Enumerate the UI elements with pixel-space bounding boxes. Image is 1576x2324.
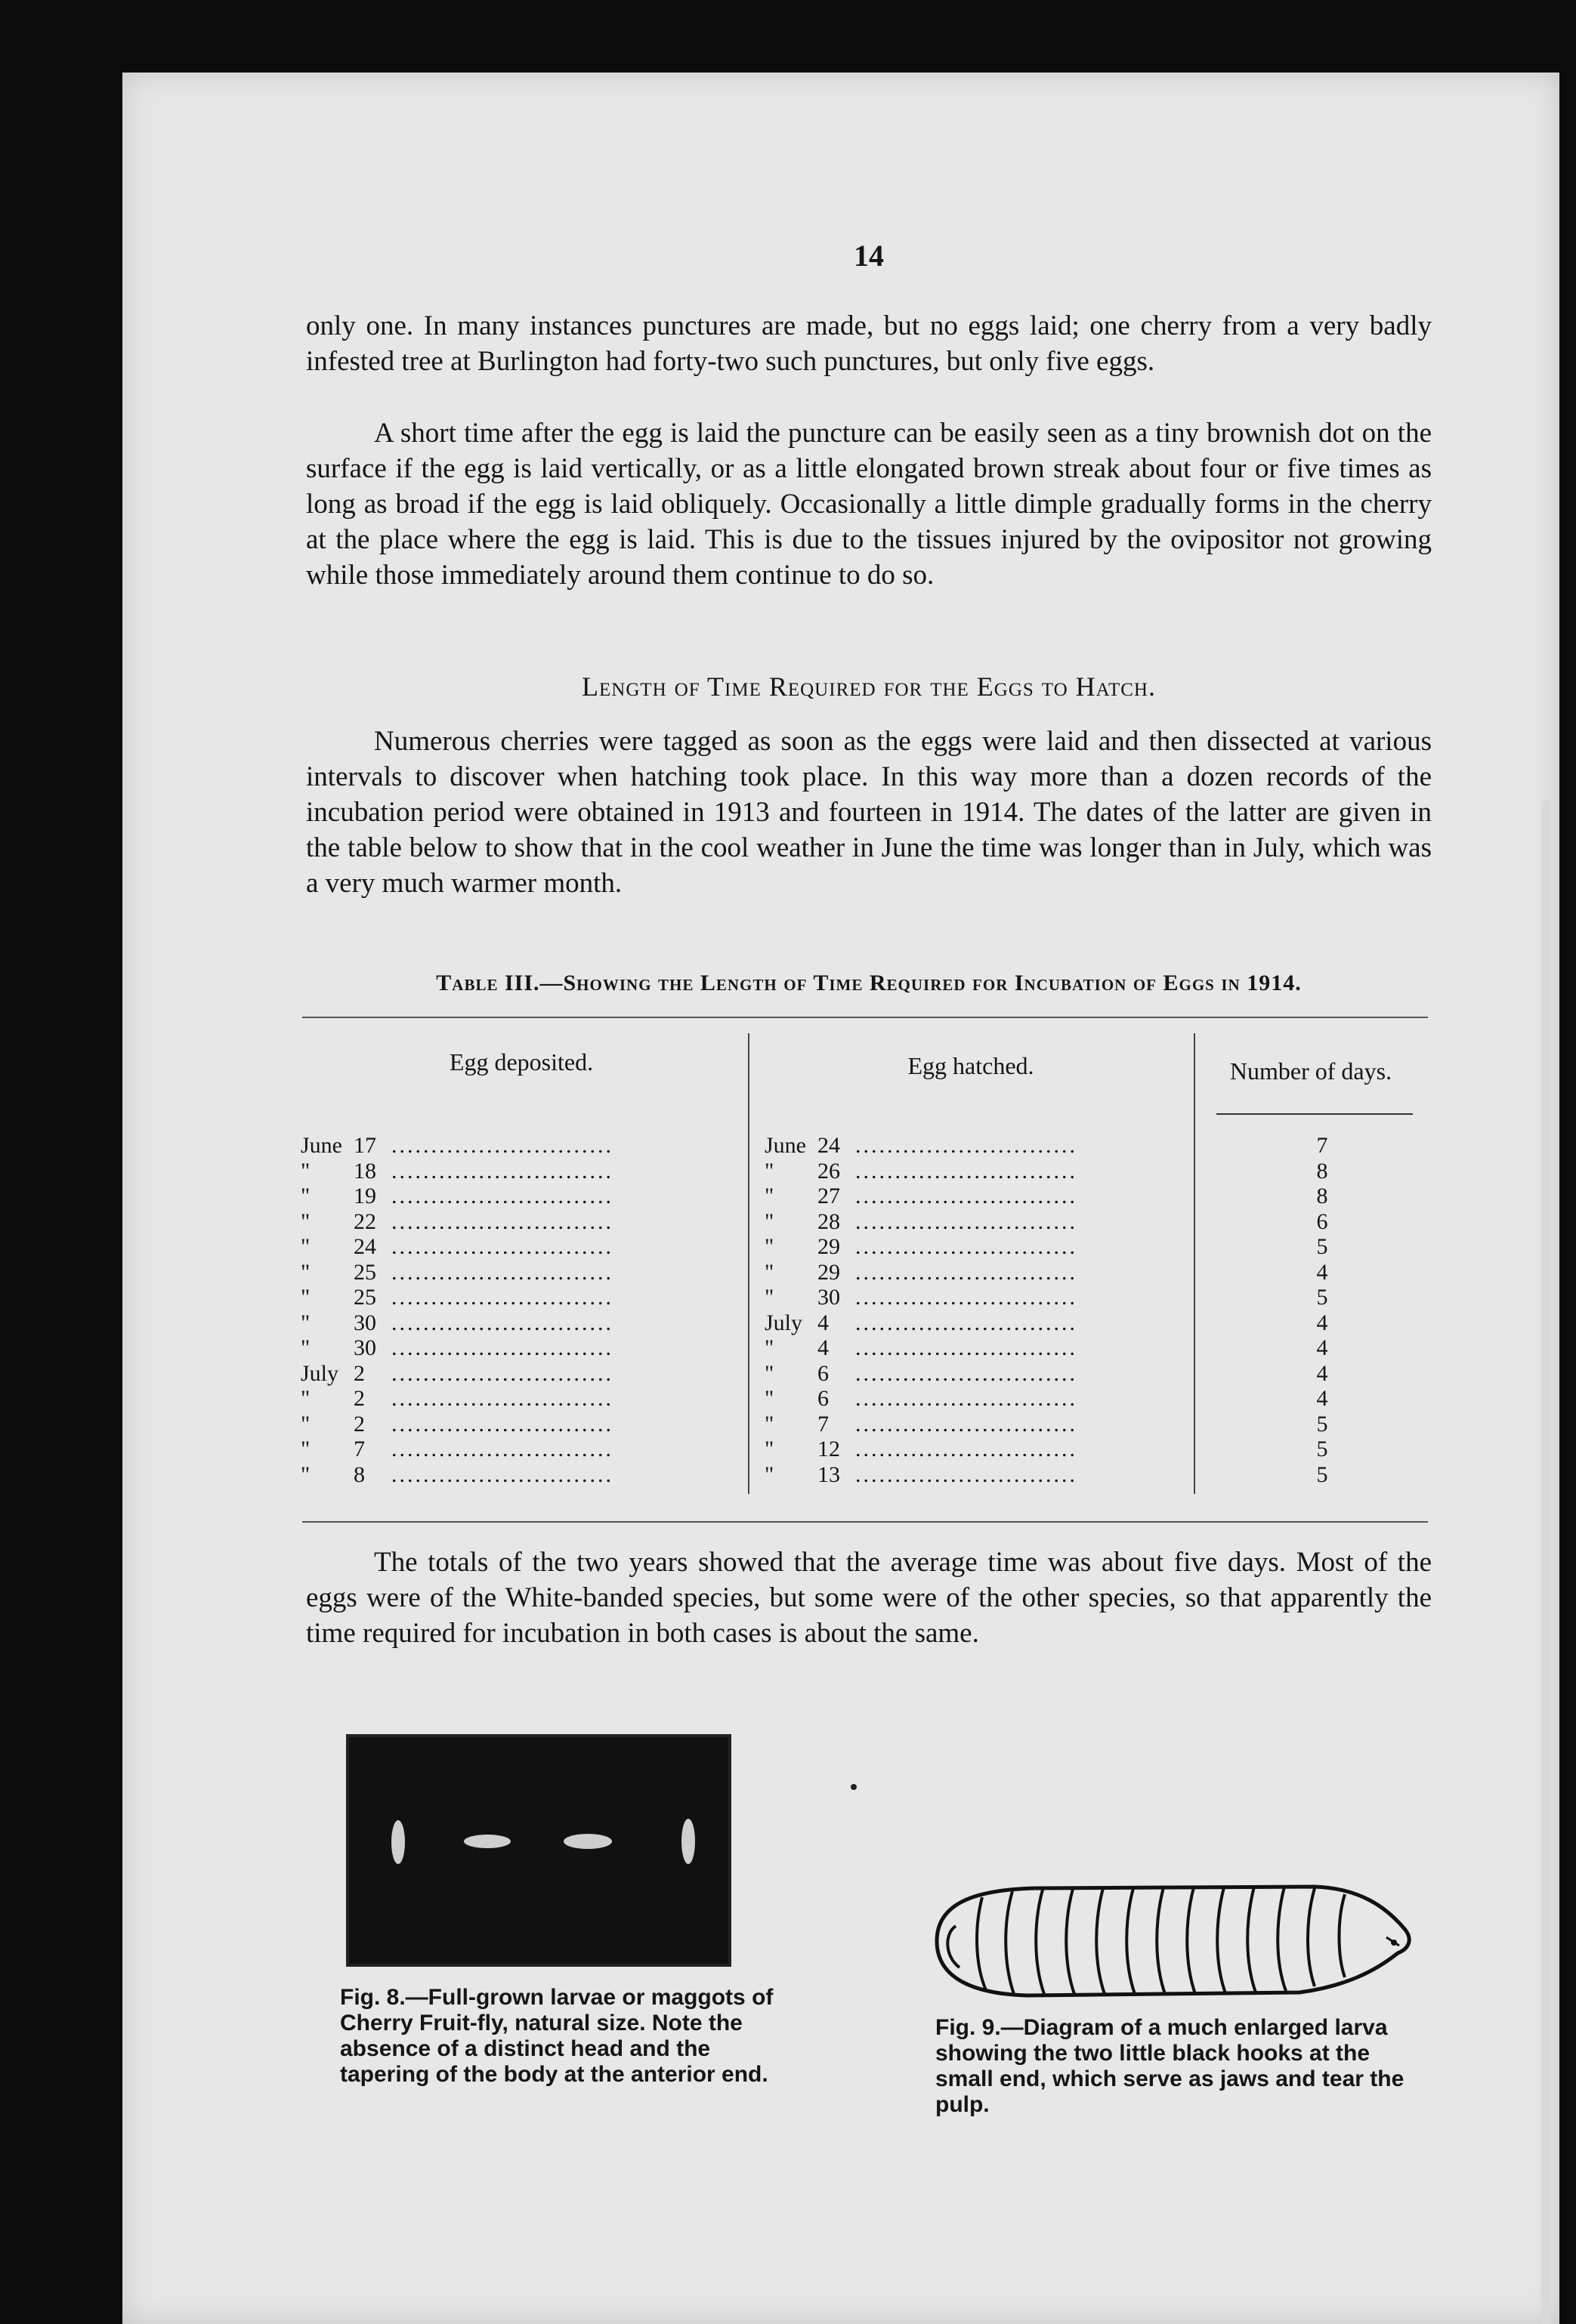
deposited-row-day: 18 — [354, 1158, 376, 1184]
deposited-row-month: " — [301, 1461, 311, 1487]
deposited-row-day: 7 — [354, 1437, 365, 1461]
deposited-row-leader: ............................ — [391, 1386, 613, 1411]
hatched-row-month: " — [765, 1360, 774, 1386]
deposited-row-leader: ............................ — [391, 1285, 613, 1310]
hatched-row-day: 7 — [817, 1411, 829, 1437]
deposited-row-day: 2 — [354, 1360, 365, 1386]
table-divider-2 — [1194, 1033, 1195, 1494]
hatched-row — [765, 1335, 1190, 1360]
hatched-row — [765, 1184, 1190, 1208]
hatched-row — [765, 1462, 1190, 1487]
hatched-row-month: " — [765, 1234, 774, 1259]
deposited-row-day: 25 — [354, 1285, 376, 1310]
deposited-row-leader: ............................ — [391, 1461, 613, 1487]
deposited-row — [301, 1234, 735, 1259]
deposited-row-day: 25 — [354, 1259, 376, 1285]
hatched-row-leader: ............................ — [855, 1158, 1077, 1184]
fig8-caption: Fig. 8.—Full-grown larvae or maggots of Cherry Fruit-fly, natural size. Note the absence of a distinct head and the tapering of the body at the anterior end. — [340, 1985, 774, 2087]
hatched-row-leader: ............................ — [855, 1259, 1077, 1285]
col-head-deposited: Egg deposited. — [449, 1048, 594, 1076]
days-cell: 4 — [1316, 1259, 1328, 1285]
paragraph-4: The totals of the two years showed that the average time was about five days. Most of the eggs were of the White-banded species, but some were of the other species, so that apparently the time required for incubation in both cases is about the same. — [306, 1547, 1432, 1649]
col-head-days: Number of days. — [1229, 1057, 1392, 1085]
deposited-row-leader: ............................ — [391, 1335, 613, 1360]
hatched-row-month: " — [765, 1461, 774, 1487]
hatched-row-day: 4 — [817, 1335, 829, 1360]
days-cell: 4 — [1316, 1360, 1328, 1386]
days-cell: 8 — [1316, 1158, 1328, 1184]
days-cell: 6 — [1316, 1208, 1328, 1234]
deposited-row — [301, 1386, 735, 1411]
table-top-rule — [302, 1017, 1428, 1018]
page-edge — [1541, 801, 1550, 2324]
larva-4 — [681, 1819, 695, 1864]
hatched-row-month: " — [765, 1437, 774, 1461]
hatched-row-leader: ............................ — [855, 1133, 1077, 1158]
fig9-caption: Fig. 9.—Diagram of a much enlarged larva showing the two little black hooks at the small end, which serve as jaws and tear the pulp. — [935, 2015, 1404, 2117]
deposited-row — [301, 1184, 735, 1208]
hatched-row — [765, 1310, 1190, 1335]
hatched-row — [765, 1386, 1190, 1411]
hatched-row — [765, 1437, 1190, 1461]
hatched-row-day: 27 — [817, 1184, 840, 1208]
deposited-row — [301, 1310, 735, 1335]
hatched-row — [765, 1209, 1190, 1234]
hatched-row-day: 24 — [817, 1133, 840, 1158]
days-cell: 7 — [1316, 1133, 1328, 1158]
hatched-row-month: " — [765, 1411, 774, 1437]
hatched-row-leader: ............................ — [855, 1335, 1077, 1360]
hatched-row-month: July — [765, 1310, 803, 1335]
deposited-row-day: 2 — [354, 1386, 365, 1411]
table-caption: Table III.—Showing the Length of Time Required for Incubation of Eggs in 1914. — [436, 971, 1302, 995]
hatched-row-month: " — [765, 1208, 774, 1234]
deposited-row-month: " — [301, 1259, 311, 1285]
paragraph-3: Numerous cherries were tagged as soon as the eggs were laid and then dissected at various intervals to discover when hatching took place. In this way more than a dozen records of the incubation period were obtained in 1913 and fourteen in 1914. The dates of the latter are given in the table below to show that in the cool weather in June the time was longer than in July, which was a very much warmer month. — [306, 726, 1432, 899]
deposited-row-month: " — [301, 1285, 311, 1310]
hatched-row — [765, 1285, 1190, 1310]
larva-1 — [391, 1820, 405, 1864]
hatched-row — [765, 1133, 1190, 1158]
larva-2 — [464, 1835, 511, 1848]
deposited-row-day: 17 — [354, 1133, 376, 1158]
deposited-row-leader: ............................ — [391, 1133, 613, 1158]
hatched-row-leader: ............................ — [855, 1285, 1077, 1310]
deposited-row-leader: ............................ — [391, 1234, 613, 1259]
deposited-row-month: " — [301, 1234, 311, 1259]
hatched-row-leader: ............................ — [855, 1360, 1077, 1386]
days-cell: 5 — [1316, 1411, 1328, 1437]
deposited-row — [301, 1260, 735, 1285]
section-heading: Length of Time Required for the Eggs to Hatch. — [582, 671, 1156, 702]
hatched-row — [765, 1361, 1190, 1386]
days-cell: 4 — [1316, 1386, 1328, 1411]
hatched-row-month: " — [765, 1184, 774, 1208]
hatched-row-day: 6 — [817, 1360, 829, 1386]
deposited-row-leader: ............................ — [391, 1158, 613, 1184]
hatched-row-month: " — [765, 1158, 774, 1184]
hatched-row-leader: ............................ — [855, 1437, 1077, 1461]
hatched-row — [765, 1412, 1190, 1437]
deposited-row-month: June — [301, 1133, 342, 1158]
col-head-hatched: Egg hatched. — [907, 1052, 1034, 1079]
hatched-row-month: " — [765, 1386, 774, 1411]
larva-3 — [564, 1834, 612, 1849]
deposited-row-month: " — [301, 1310, 311, 1335]
hatched-row — [765, 1234, 1190, 1259]
hatched-row — [765, 1260, 1190, 1285]
hatched-row-leader: ............................ — [855, 1386, 1077, 1411]
hatched-row-month: June — [765, 1133, 806, 1158]
hatched-row — [765, 1159, 1190, 1184]
deposited-row-day: 30 — [354, 1335, 376, 1360]
hatched-row-leader: ............................ — [855, 1310, 1077, 1335]
hatched-row-month: " — [765, 1335, 774, 1360]
days-head-rule — [1216, 1113, 1413, 1115]
deposited-row-month: July — [301, 1360, 339, 1386]
deposited-row — [301, 1462, 735, 1487]
deposited-row — [301, 1412, 735, 1437]
deposited-row-month: " — [301, 1437, 311, 1461]
paragraph-2: A short time after the egg is laid the puncture can be easily seen as a tiny brownish dot on the surface if the egg is laid vertically, or as a little elongated brown streak about four or five times as long as broad if the egg is laid obliquely. Occasionally a little dimple gradually forms in the cherry at the place where the egg is laid. This is due to the tissues injured by the ovipositor not growing while those immediately around them continue to do so. — [306, 418, 1432, 591]
hatched-row-leader: ............................ — [855, 1208, 1077, 1234]
hatched-row-day: 6 — [817, 1386, 829, 1411]
deposited-row — [301, 1361, 735, 1386]
hatched-row-day: 29 — [817, 1234, 840, 1259]
deposited-row-month: " — [301, 1386, 311, 1411]
hatched-row-day: 29 — [817, 1259, 840, 1285]
deposited-row-day: 2 — [354, 1411, 365, 1437]
hatched-row-day: 26 — [817, 1158, 840, 1184]
deposited-row-leader: ............................ — [391, 1208, 613, 1234]
deposited-row-leader: ............................ — [391, 1437, 613, 1461]
deposited-row — [301, 1133, 735, 1158]
days-cell: 4 — [1316, 1335, 1328, 1360]
hatched-row-day: 12 — [817, 1437, 840, 1461]
table-divider-1 — [748, 1033, 749, 1494]
deposited-row-month: " — [301, 1158, 311, 1184]
hatched-row-leader: ............................ — [855, 1411, 1077, 1437]
hatched-row-day: 30 — [817, 1285, 840, 1310]
days-cell: 5 — [1316, 1234, 1328, 1259]
hatched-row-month: " — [765, 1285, 774, 1310]
deposited-row-day: 24 — [354, 1234, 376, 1259]
deposited-row-leader: ............................ — [391, 1310, 613, 1335]
page-number: 14 — [854, 239, 884, 273]
hatched-row-leader: ............................ — [855, 1234, 1077, 1259]
days-cell: 5 — [1316, 1461, 1328, 1487]
hatched-row-day: 4 — [817, 1310, 829, 1335]
days-cell: 4 — [1316, 1310, 1328, 1335]
deposited-row-leader: ............................ — [391, 1259, 613, 1285]
deposited-row-month: " — [301, 1184, 311, 1208]
deposited-row — [301, 1209, 735, 1234]
deposited-row — [301, 1159, 735, 1184]
deposited-row-day: 8 — [354, 1461, 365, 1487]
days-cell: 5 — [1316, 1285, 1328, 1310]
deposited-row — [301, 1285, 735, 1310]
larvae-photo — [346, 1734, 731, 1967]
deposited-row-leader: ............................ — [391, 1184, 613, 1208]
days-cell: 8 — [1316, 1184, 1328, 1208]
deposited-row-leader: ............................ — [391, 1411, 613, 1437]
hatched-row-day: 13 — [817, 1461, 840, 1487]
table-bottom-rule — [302, 1521, 1428, 1523]
larva-diagram — [922, 1873, 1420, 2009]
deposited-row — [301, 1335, 735, 1360]
hatched-row-leader: ............................ — [855, 1461, 1077, 1487]
paragraph-1: only one. In many instances punctures are made, but no eggs laid; one cherry from a very badly infested tree at Burlington had forty-two such punctures, but only five eggs. — [306, 310, 1432, 377]
hatched-row-month: " — [765, 1259, 774, 1285]
deposited-row-day: 30 — [354, 1310, 376, 1335]
hatched-row-day: 28 — [817, 1208, 840, 1234]
days-cell: 5 — [1316, 1437, 1328, 1461]
hatched-row-leader: ............................ — [855, 1184, 1077, 1208]
deposited-row-day: 19 — [354, 1184, 376, 1208]
scan-speck — [851, 1784, 857, 1790]
deposited-row-day: 22 — [354, 1208, 376, 1234]
deposited-row-month: " — [301, 1411, 311, 1437]
deposited-row-leader: ............................ — [391, 1360, 613, 1386]
deposited-row — [301, 1437, 735, 1461]
deposited-row-month: " — [301, 1335, 311, 1360]
deposited-row-month: " — [301, 1208, 311, 1234]
